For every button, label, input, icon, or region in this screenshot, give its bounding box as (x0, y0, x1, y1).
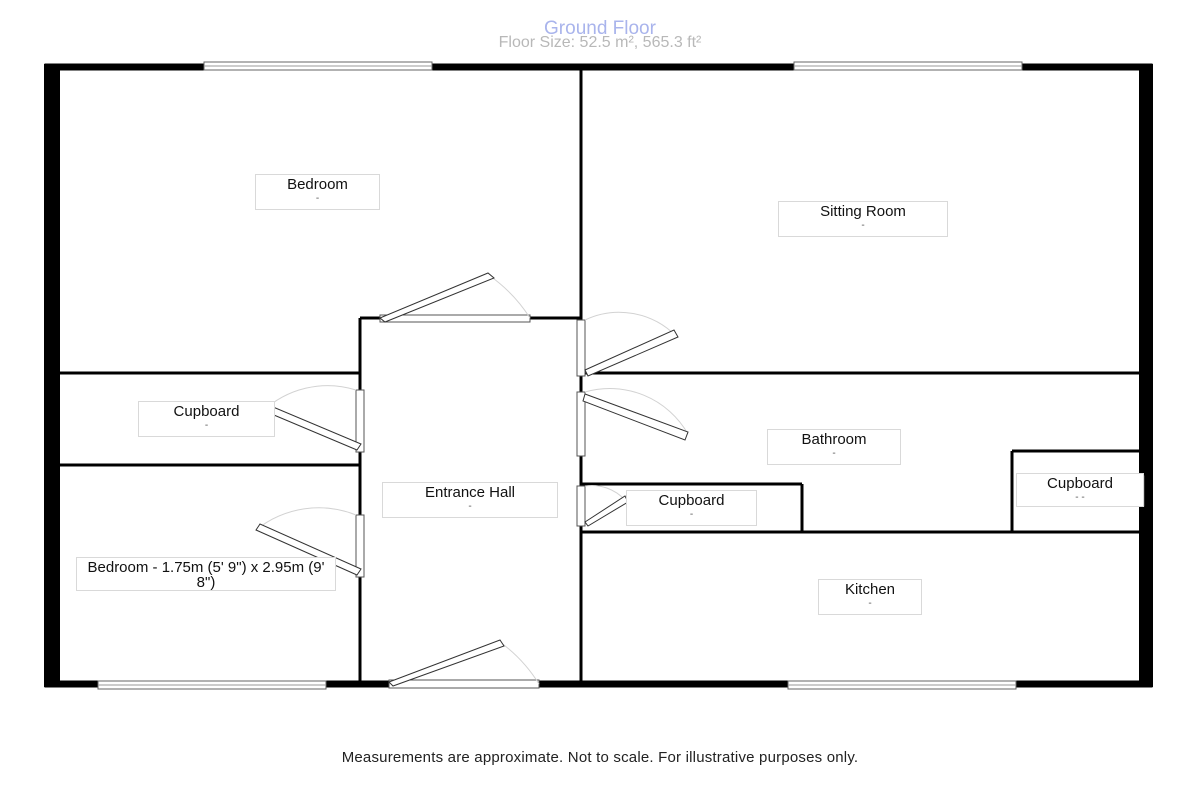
room-label-sitting-room (778, 201, 948, 237)
room-name: Bedroom - 1.75m (5' 9") x 2.95m (9' 8") (87, 559, 325, 591)
room-label-cupboard-middle (626, 490, 757, 526)
room-label-cupboard-left (138, 401, 275, 437)
room-detail: - (315, 193, 320, 204)
door-leaves (256, 273, 688, 686)
interior-walls (48, 67, 1149, 684)
room-detail: - (868, 598, 872, 609)
room-detail: - (204, 420, 209, 431)
door-arcs (256, 276, 688, 684)
room-name: Sitting Room (820, 203, 906, 220)
room-label-kitchen (818, 579, 922, 615)
outer-wall-right-thick (1139, 64, 1153, 687)
floor-size: Floor Size: 52.5 m², 565.3 ft² (498, 34, 702, 51)
room-name: Cupboard (1047, 475, 1113, 492)
room-detail: - (689, 509, 694, 520)
room-detail: - (468, 501, 472, 512)
room-detail: - - (1075, 492, 1085, 503)
room-label-bedroom (255, 174, 380, 210)
room-name: Cupboard (173, 403, 240, 420)
outer-wall-left-thick (44, 64, 60, 687)
room-label-bedroom-dimensions (76, 557, 336, 591)
room-label-bathroom (767, 429, 901, 465)
room-label-entrance-hall (382, 482, 558, 518)
room-name: Kitchen (844, 581, 896, 598)
room-detail: - (861, 220, 865, 231)
room-label-cupboard-right (1016, 473, 1144, 507)
room-name: Bathroom (801, 431, 867, 448)
room-name: Bedroom (287, 176, 348, 193)
outer-wall (48, 67, 1149, 684)
room-name: Cupboard (658, 492, 725, 509)
room-name: Entrance Hall (424, 484, 516, 501)
floor-title: Ground Floor (544, 18, 656, 39)
room-detail: - (832, 448, 836, 459)
disclaimer-text: Measurements are approximate. Not to scale. For illustrative purposes only. (341, 749, 859, 766)
